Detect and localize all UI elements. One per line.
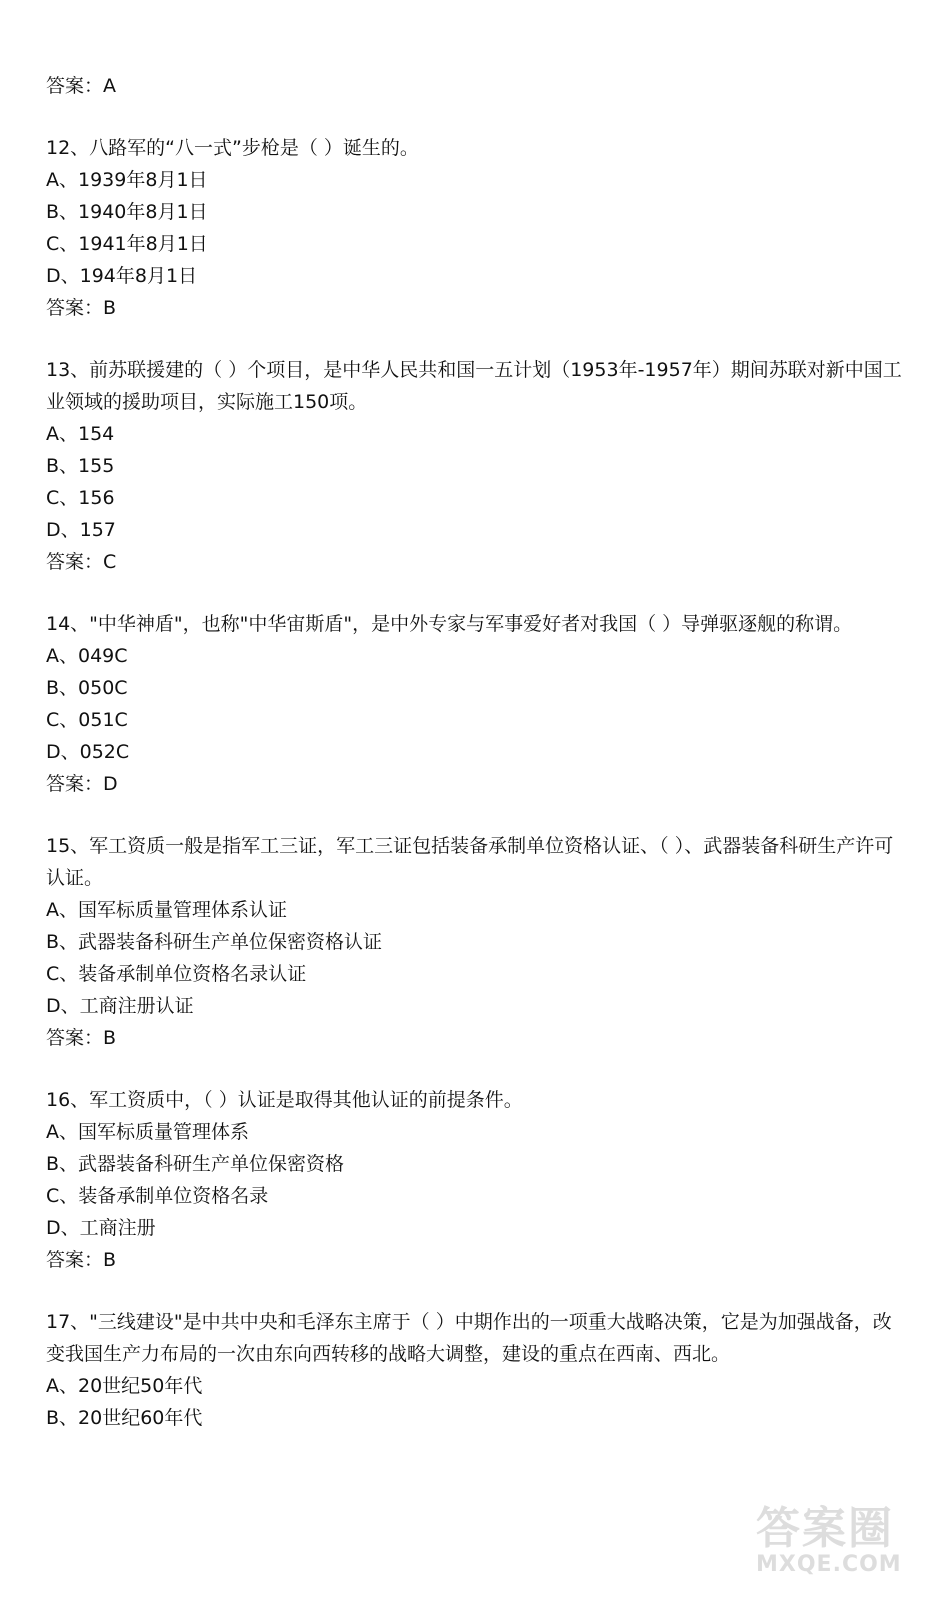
answer-line: 答案：B [46, 1027, 117, 1049]
answer-line: 答案：C [46, 551, 117, 573]
question-option: A、国军标质量管理体系 [46, 1121, 249, 1143]
question-option: A、国军标质量管理体系认证 [46, 899, 287, 921]
question-option: A、154 [46, 423, 115, 445]
question-block [46, 830, 906, 1084]
question-block [46, 1084, 906, 1306]
question-block [46, 132, 906, 354]
question-title: 17、"三线建设"是中共中央和毛泽东主席于（ ）中期作出的一项重大战略决策，它是为加强战备，改变我国生产力布局的一次由东向西转移的战略大调整，建设的重点在西南、西北。 [46, 1311, 892, 1365]
question-title: 13、前苏联援建的（ ）个项目，是中华人民共和国一五计划（1953年-1957年）期间苏联对新中国工业领域的援助项目，实际施工150项。 [46, 359, 902, 413]
spacer [46, 1276, 906, 1306]
watermark-url: MXQE.COM [756, 1552, 902, 1577]
answer-line: 答案：B [46, 297, 117, 319]
question-option: D、157 [46, 519, 116, 541]
spacer [46, 800, 906, 830]
question-option: D、194年8月1日 [46, 265, 198, 287]
question-option: A、20世纪50年代 [46, 1375, 203, 1397]
answer-line: 答案：B [46, 1249, 117, 1271]
spacer [46, 1054, 906, 1084]
question-option: B、20世纪60年代 [46, 1407, 203, 1429]
question-option: D、工商注册认证 [46, 995, 194, 1017]
question-option: B、武器装备科研生产单位保密资格 [46, 1153, 345, 1175]
question-option: B、155 [46, 455, 115, 477]
question-block [46, 354, 906, 608]
question-option: C、装备承制单位资格名录 [46, 1185, 269, 1207]
spacer [46, 324, 906, 354]
question-title: 14、"中华神盾"，也称"中华宙斯盾"，是中外专家与军事爱好者对我国（ ）导弹驱逐舰的称谓。 [46, 613, 853, 635]
question-option: D、052C [46, 741, 130, 763]
question-title: 12、八路军的“八一式”步枪是（ ）诞生的。 [46, 137, 419, 159]
question-block [46, 608, 906, 830]
watermark [756, 1492, 926, 1577]
question-title: 16、军工资质中，（ ）认证是取得其他认证的前提条件。 [46, 1089, 523, 1111]
question-option: A、049C [46, 645, 128, 667]
answer-line: 答案：D [46, 773, 118, 795]
question-option: A、1939年8月1日 [46, 169, 208, 191]
question-title: 15、军工资质一般是指军工三证，军工三证包括装备承制单位资格认证、（ ）、武器装备科研生产许可认证。 [46, 835, 894, 889]
question-option: C、1941年8月1日 [46, 233, 208, 255]
previous-answer: 答案：A [46, 75, 116, 97]
question-list [46, 132, 906, 1434]
document-page [46, 70, 906, 1434]
question-option: C、156 [46, 487, 115, 509]
question-option: B、050C [46, 677, 128, 699]
spacer [46, 102, 906, 132]
question-block [46, 1306, 906, 1434]
question-option: D、工商注册 [46, 1217, 156, 1239]
question-option: B、武器装备科研生产单位保密资格认证 [46, 931, 383, 953]
question-option: C、装备承制单位资格名录认证 [46, 963, 307, 985]
spacer [46, 578, 906, 608]
question-option: C、051C [46, 709, 128, 731]
question-option: B、1940年8月1日 [46, 201, 208, 223]
watermark-logo: 答案圈 [756, 1503, 894, 1554]
